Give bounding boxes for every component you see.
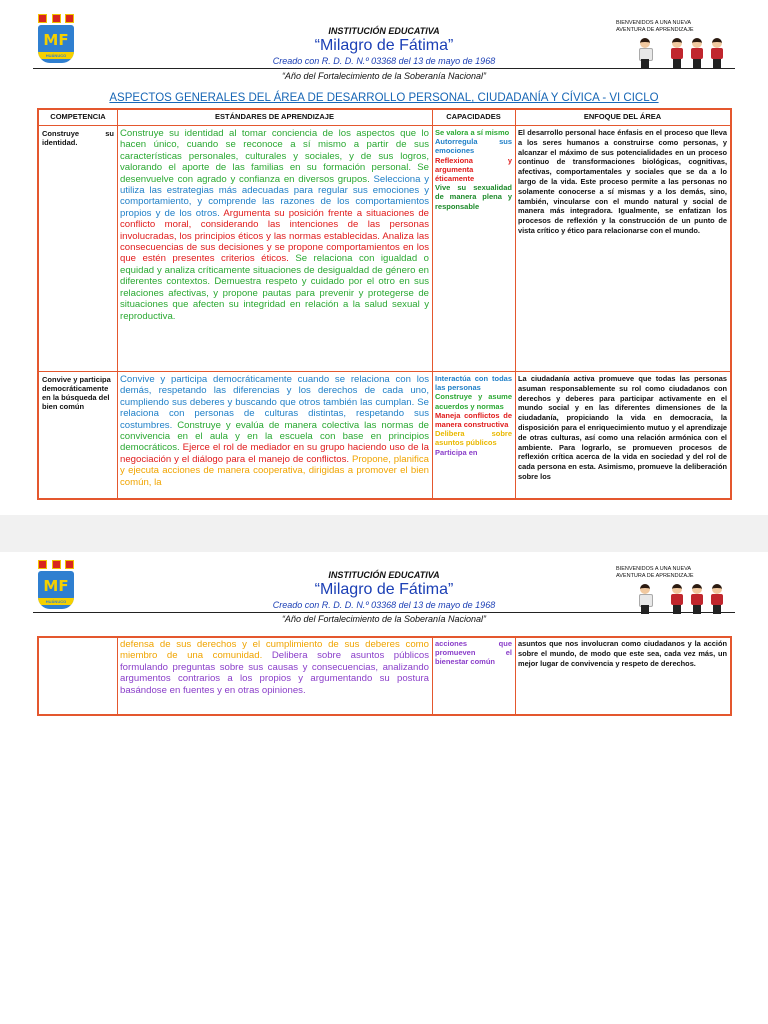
text-segment: Delibera sobre asuntos públicos — [435, 429, 512, 448]
logo-text: MF — [43, 577, 69, 595]
welcome-text: BIENVENIDOS A UNA NUEVA AVENTURA DE APRENDIZAJE — [616, 20, 694, 33]
competencia-cell: Convive y participa democráticamente en la búsqueda del bien común — [42, 375, 111, 411]
capacidades-cell — [432, 638, 515, 714]
text-segment: Autorregula sus emociones — [435, 137, 512, 156]
capacidades-cell — [432, 373, 515, 499]
text-segment: defensa de sus derechos y el cumplimiento de sus deberes como miembro de una comunidad. — [120, 639, 429, 662]
enfoque-cell: asuntos que nos involucran como ciudadanos y la acción sobre el mundo, de modo que este sea, cada vez más, un mejor lugar de convivencia y respeto de derechos. — [518, 639, 727, 668]
school-name: “Milagro de Fátima” — [314, 581, 454, 598]
institution-label: INSTITUCIÓN EDUCATIVA — [328, 570, 440, 580]
estandar-cell — [117, 127, 432, 371]
column-header: ENFOQUE DEL ÁREA — [583, 112, 662, 121]
enfoque-cell: El desarrollo personal hace énfasis en el proceso que lleva a los seres humanos a construirse como personas, y alcanzar el máximo de sus potencialidades en un proceso continuo de transformaciones biológicas, cognitivas, afectivas, comportamentales y sociales que se da a lo largo de la vida. Este proceso permite a las personas no solamente conocerse a sí mismas y a los demás, sino, también, vincularse con el mundo natural y social de manera más integradora. Igualmente, se enfatizan los procesos de reflexión y la construcción de un punto de vista crítico y ético para relacionarse con el mundo. — [518, 128, 727, 235]
school-name: “Milagro de Fátima” — [314, 37, 454, 54]
text-segment: Construye y asume acuerdos y normas — [435, 392, 512, 411]
header-rule — [33, 68, 735, 69]
text-segment: Ejerce el rol de mediador en su grupo haciendo uso de la negociación y el diálogo para el manejo de conflictos. — [120, 442, 429, 465]
text-segment: Reflexiona y argumenta éticamente — [435, 155, 512, 184]
welcome-text: BIENVENIDOS A UNA NUEVA AVENTURA DE APRENDIZAJE — [616, 566, 694, 579]
text-segment: Construye y evalúa de manera colectiva las normas de convivencia en el aula y en la escuela con base en principios democráticos. — [120, 419, 429, 454]
estandar-cell — [117, 373, 432, 499]
text-segment: Convive y participa democráticamente cuando se relaciona con los demás, respetando las diferencias y los derechos de cada uno, cumpliendo sus deberes y buscando que otros también las cumplan. Se relaciona con personas de culturas distintas, respetando sus costumbres. — [120, 374, 429, 431]
column-header: COMPETENCIA — [50, 112, 106, 121]
creation-resolution: Creado con R. D. D. N.º 03368 del 13 de mayo de 1968 — [272, 56, 496, 66]
column-header: ESTÁNDARES DE APRENDIZAJE — [215, 112, 334, 121]
children-illustration — [634, 584, 730, 614]
text-segment: Maneja conflictos de manera constructiva — [435, 410, 512, 430]
text-segment: Se relaciona con igualdad o equidad y analiza críticamente situaciones de desigualdad de género en diferentes contextos. Demuestra respeto y cuidado por el otro en sus relaciones afectivas, y propone pautas para prevenir y protegerse de situaciones que afecten su integridad en relación a la salud sexual y reproductiva. — [120, 253, 429, 322]
header-rule — [33, 612, 735, 613]
year-name: “Año del Fortalecimiento de la Soberanía Nacional” — [281, 71, 487, 81]
creation-resolution: Creado con R. D. D. N.º 03368 del 13 de mayo de 1968 — [272, 600, 496, 610]
text-segment: Delibera sobre asuntos públicos formulando preguntas sobre sus causas y consecuencias, analizando argumentos contrarios a los propios y argumentando su postura basándose en fuentes y en otras opiniones. — [120, 650, 429, 696]
text-segment: Interactúa con todas las personas — [435, 374, 512, 393]
text-segment: Vive su sexualidad de manera plena y responsable — [435, 183, 512, 211]
text-segment: acciones que promueven el bienestar común — [435, 639, 512, 667]
logo-text: MF — [43, 31, 69, 49]
column-header: CAPACIDADES — [446, 112, 501, 121]
text-segment: Argumenta su posición frente a situaciones de conflicto moral, considerando las intenciones de las personas involucradas, los principios éticos y las normas establecidas. Analiza las consecuencias de sus decisiones y se propone comportamientos en los que estén presentes criterios éticos. — [120, 207, 429, 265]
competencies-table — [37, 108, 732, 500]
text-segment: Se valora a sí mismo — [435, 128, 510, 137]
institution-label: INSTITUCIÓN EDUCATIVA — [328, 26, 440, 36]
capacidades-cell — [432, 127, 515, 371]
competencia-cell-empty — [39, 638, 117, 714]
enfoque-cell: La ciudadanía activa promueve que todas las personas asuman responsablemente su rol como ciudadanos con derechos y deberes para participar activamente en el mundo social y en las diferentes dimensiones de la ciudadanía, propiciando la vida en democracia, la disposición para el enriquecimiento mutuo y el aprendizaje de otras culturas, así como una relación armónica con el ambiente. Para lograrlo, se promueven procesos de reflexión crítica acerca de la vida en sociedad y del rol de cada persona en esta. Asimismo, promueve la deliberación sobre los — [518, 374, 727, 481]
page-2 — [0, 552, 768, 1024]
logo-band-text: HUÁNUCO — [45, 53, 67, 58]
text-segment: Construye su identidad al tomar conciencia de los aspectos que lo hacen único, cuando se reconoce a sí mismo a partir de sus características personales, culturales y sociales, y de sus logros, valorando el aporte de las familias en su formación personal. Se desenvuelve con agrado y confianza en diversos grupos. — [120, 128, 429, 185]
page-gap — [0, 515, 768, 552]
estandar-cell — [117, 638, 432, 714]
competencies-table-continued — [37, 636, 732, 716]
text-segment: Participa en — [435, 447, 478, 457]
logo-band-text: HUÁNUCO — [45, 599, 67, 604]
competencia-cell: Construye su identidad. — [42, 129, 114, 147]
text-segment: Selecciona y utiliza las estrategias más adecuadas para regular sus emociones y comportamiento, y comprende las razones de los comportamientos propios y de los otros. — [120, 173, 430, 219]
section-title: ASPECTOS GENERALES DEL ÁREA DE DESARROLLO PERSONAL, CIUDADANÍA Y CÍVICA - VI CICLO — [109, 92, 659, 104]
children-illustration — [634, 38, 730, 68]
text-segment: Propone, planifica y ejecuta acciones de manera cooperativa, dirigidas a promover el bien común, la — [120, 453, 429, 488]
year-name: “Año del Fortalecimiento de la Soberanía Nacional” — [281, 614, 487, 624]
